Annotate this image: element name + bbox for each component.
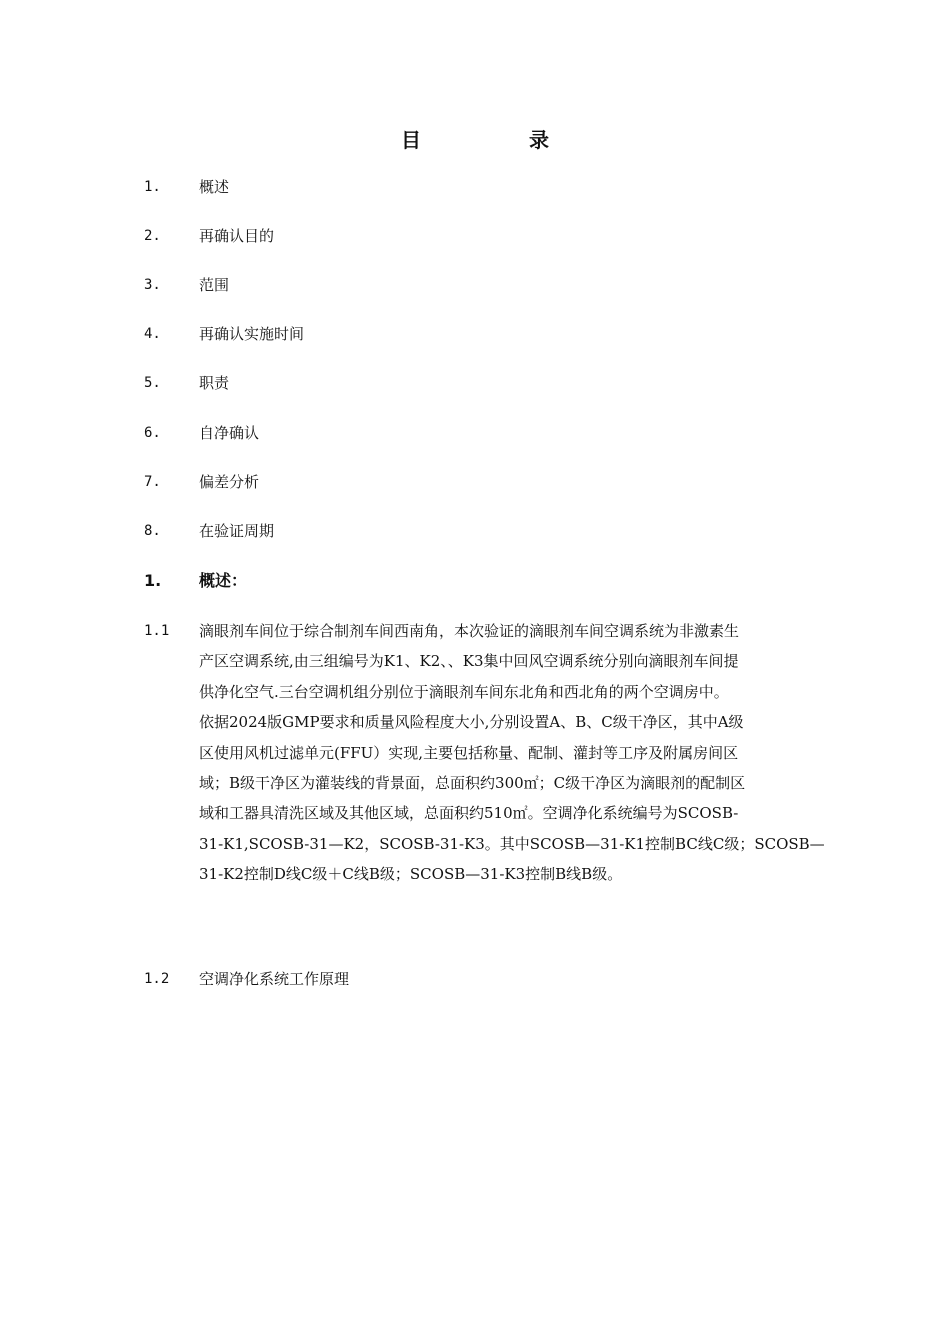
toc-item-number: 6. — [144, 425, 161, 441]
toc-item-label: 再确认实施时间 — [199, 325, 305, 343]
toc-item-label: 概述 — [199, 178, 230, 196]
toc-item-label: 自净确认 — [199, 424, 260, 442]
toc-item-label: 在验证周期 — [199, 522, 275, 540]
toc-item-number: 8. — [144, 523, 161, 539]
toc-item-number: 5. — [144, 375, 161, 391]
toc-item-label: 职责 — [199, 374, 230, 392]
paragraph-line: 产区空调系统,由三组编号为K1、K2、、K3集中回风空调系统分别向滴眼剂车间提 — [199, 652, 739, 671]
paragraph-number: 1.1 — [144, 623, 170, 639]
toc-title-char: 目 — [401, 128, 421, 152]
toc-item-number: 1. — [144, 179, 161, 195]
toc-item-label: 偏差分析 — [199, 473, 260, 491]
toc-item-number: 4. — [144, 326, 161, 342]
paragraph-line: 区使用风机过滤单元(FFU）实现,主要包括称量、配制、灌封等工序及附属房间区 — [199, 743, 739, 762]
paragraph-line: 域；B级干净区为灌装线的背景面，总面积约300㎡；C级干净区为滴眼剂的配制区 — [199, 773, 746, 792]
section-title: 概述： — [199, 571, 248, 590]
toc-item-number: 2. — [144, 228, 161, 244]
paragraph-body — [199, 616, 825, 890]
paragraph-line: 31-K2控制D线C级＋C线B级；SCOSB—31-K3控制B线B级。 — [199, 865, 623, 884]
subsection-title: 空调净化系统工作原理 — [199, 970, 350, 988]
paragraph-line: 31-K1,SCOSB-31—K2，SCOSB-31-K3。其中SCOSB—31-K1控制BC线C级；SCOSB— — [199, 834, 825, 853]
section-number: 1. — [144, 571, 162, 590]
toc-item-number: 7. — [144, 474, 161, 490]
toc-title — [0, 124, 950, 153]
toc-item-label: 再确认目的 — [199, 227, 275, 245]
paragraph-line: 供净化空气.三台空调机组分别位于滴眼剂车间东北角和西北角的两个空调房中。 — [199, 682, 729, 701]
toc-title-char: 录 — [529, 128, 549, 152]
paragraph-line: 域和工器具清洗区域及其他区域，总面积约510㎡。空调净化系统编号为SCOSB- — [199, 804, 739, 823]
subsection-number: 1.2 — [144, 971, 170, 987]
toc-item-number: 3. — [144, 277, 161, 293]
toc-item-label: 范围 — [199, 276, 230, 294]
paragraph-line: 滴眼剂车间位于综合制剂车间西南角，本次验证的滴眼剂车间空调系统为非激素生 — [199, 622, 740, 640]
paragraph-line: 依据2024版GMP要求和质量风险程度大小,分别设置A、B、C级干净区，其中A级 — [199, 713, 744, 732]
